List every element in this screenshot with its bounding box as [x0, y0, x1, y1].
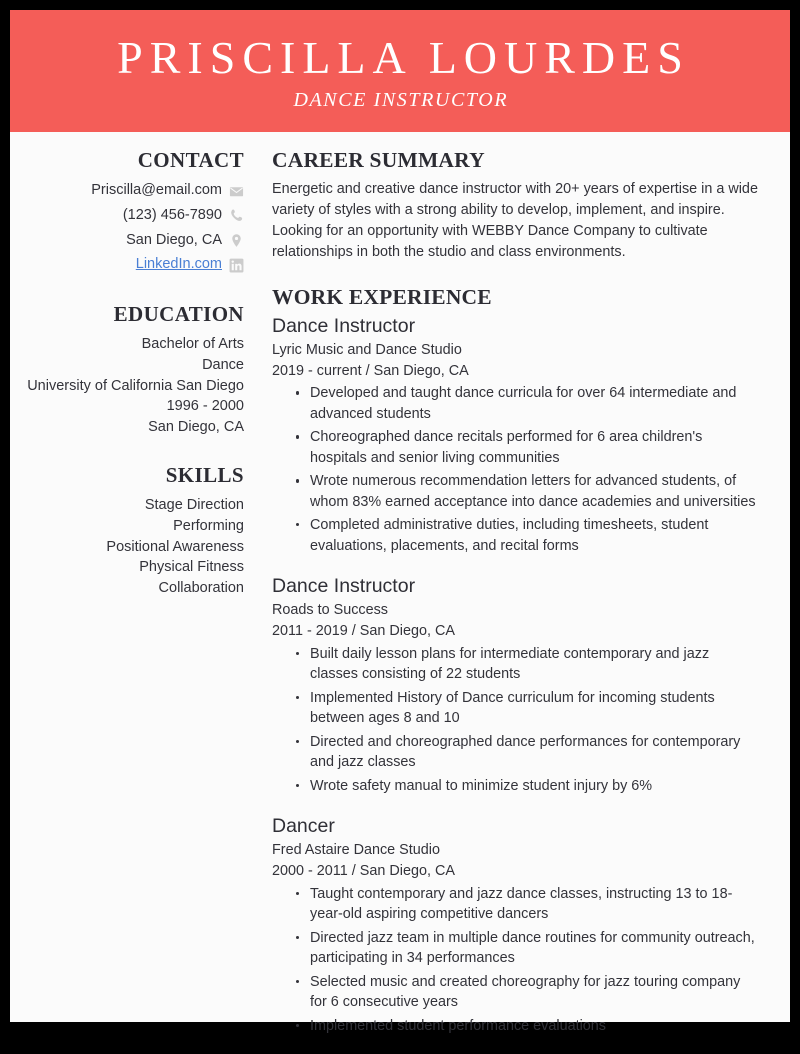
education-section [24, 302, 244, 437]
career-summary-heading: CAREER SUMMARY [272, 148, 485, 172]
education-list [24, 334, 244, 437]
contact-item [24, 230, 244, 252]
skill-item: Stage Direction [144, 497, 244, 514]
job-meta [272, 361, 760, 383]
job-location: San Diego, CA [359, 623, 455, 640]
job-meta-separator: / [351, 863, 356, 880]
job-dates: 2019 - current [272, 362, 362, 379]
jobs-list [272, 314, 760, 1037]
job-meta-separator: / [365, 362, 370, 379]
sidebar [24, 148, 248, 1054]
job-entry [272, 814, 760, 1036]
job-bullet: Choreographed dance recitals performed for 6 area children's hospitals and senior living communities [294, 427, 760, 468]
job-entry [272, 574, 760, 796]
job-bullet-list [272, 884, 760, 1036]
skill-item: Positional Awareness [106, 538, 244, 555]
job-bullet: Developed and taught dance curricula for over 64 intermediate and advanced students [294, 383, 760, 424]
contact-item-label: Priscilla@email.com [91, 182, 222, 199]
skill-item: Collaboration [158, 579, 244, 596]
linkedin-icon [229, 258, 244, 273]
career-summary-section [272, 148, 760, 263]
job-bullet: Directed and choreographed dance performances for contemporary and jazz classes [294, 732, 760, 773]
job-dates: 2000 - 2011 [272, 863, 348, 880]
job-bullet-list [272, 644, 760, 796]
job-location: San Diego, CA [359, 863, 455, 880]
job-bullet: Implemented History of Dance curriculum for incoming students between ages 8 and 10 [294, 688, 760, 729]
job-bullet: Implemented student performance evaluations [294, 1016, 760, 1036]
resume-body [10, 132, 790, 1054]
job-entry [272, 314, 760, 556]
education-heading: EDUCATION [113, 302, 244, 327]
job-title: Dancer [272, 815, 335, 838]
education-line: University of California San Diego [27, 377, 244, 394]
job-bullet: Taught contemporary and jazz dance classes, instructing 13 to 18-year-old aspiring competitive dancers [294, 884, 760, 925]
work-experience-section [272, 285, 760, 1037]
education-line: Dance [202, 356, 244, 373]
job-dates: 2011 - 2019 [272, 623, 348, 640]
job-meta-separator: / [351, 623, 356, 640]
education-line: San Diego, CA [148, 418, 244, 435]
candidate-job-title: DANCE INSTRUCTOR [293, 88, 509, 111]
job-title: Dance Instructor [272, 314, 416, 337]
contact-item [24, 180, 244, 202]
resume-page [10, 10, 790, 1034]
education-line: 1996 - 2000 [166, 398, 244, 415]
contact-item-label[interactable]: LinkedIn.com [135, 256, 222, 273]
job-bullet: Directed jazz team in multiple dance routines for community outreach, participating in 34 performances [294, 928, 760, 969]
skills-list [24, 495, 244, 598]
job-company: Roads to Success [272, 602, 388, 619]
job-meta [272, 861, 760, 883]
envelope-icon [229, 184, 244, 199]
education-line: Bachelor of Arts [141, 336, 244, 353]
skill-item: Performing [173, 518, 244, 535]
contact-heading: CONTACT [137, 148, 244, 172]
contact-item-label: San Diego, CA [126, 231, 222, 248]
job-bullet: Selected music and created choreography for jazz touring company for 6 consecutive years [294, 972, 760, 1013]
job-bullet: Wrote safety manual to minimize student injury by 6% [294, 776, 760, 796]
career-summary-text: Energetic and creative dance instructor with 20+ years of expertise in a wide variety of styles with a strong ability to develop, implement, and inspire. Looking for an opportunity with WEBBY Dance Company to cultivate relationships in both the studio and class environments. [272, 181, 758, 260]
job-title: Dance Instructor [272, 574, 416, 597]
job-location: San Diego, CA [373, 362, 469, 379]
skill-item: Physical Fitness [139, 559, 244, 576]
job-bullet: Built daily lesson plans for intermediate contemporary and jazz classes consisting of 22 students [294, 644, 760, 685]
contact-section [24, 148, 244, 276]
job-company: Lyric Music and Dance Studio [272, 341, 462, 358]
location-pin-icon [229, 233, 244, 248]
work-experience-heading: WORK EXPERIENCE [272, 284, 492, 309]
resume-header [10, 10, 790, 132]
contact-item[interactable] [24, 254, 244, 276]
job-bullet: Wrote numerous recommendation letters for advanced students, of whom 83% earned acceptance into dance academies and universities [294, 471, 760, 512]
contact-list [24, 180, 244, 276]
contact-item-label: (123) 456-7890 [122, 206, 222, 223]
job-bullet: Completed administrative duties, including timesheets, student evaluations, placements, and recital forms [294, 515, 760, 556]
phone-icon [229, 208, 244, 223]
skills-section [24, 463, 244, 598]
candidate-name: PRISCILLA LOURDES [117, 32, 690, 84]
contact-item [24, 205, 244, 227]
job-meta [272, 621, 760, 643]
skills-heading: SKILLS [165, 463, 244, 488]
job-bullet-list [272, 383, 760, 556]
main-column [248, 148, 760, 1054]
job-company: Fred Astaire Dance Studio [272, 842, 440, 859]
